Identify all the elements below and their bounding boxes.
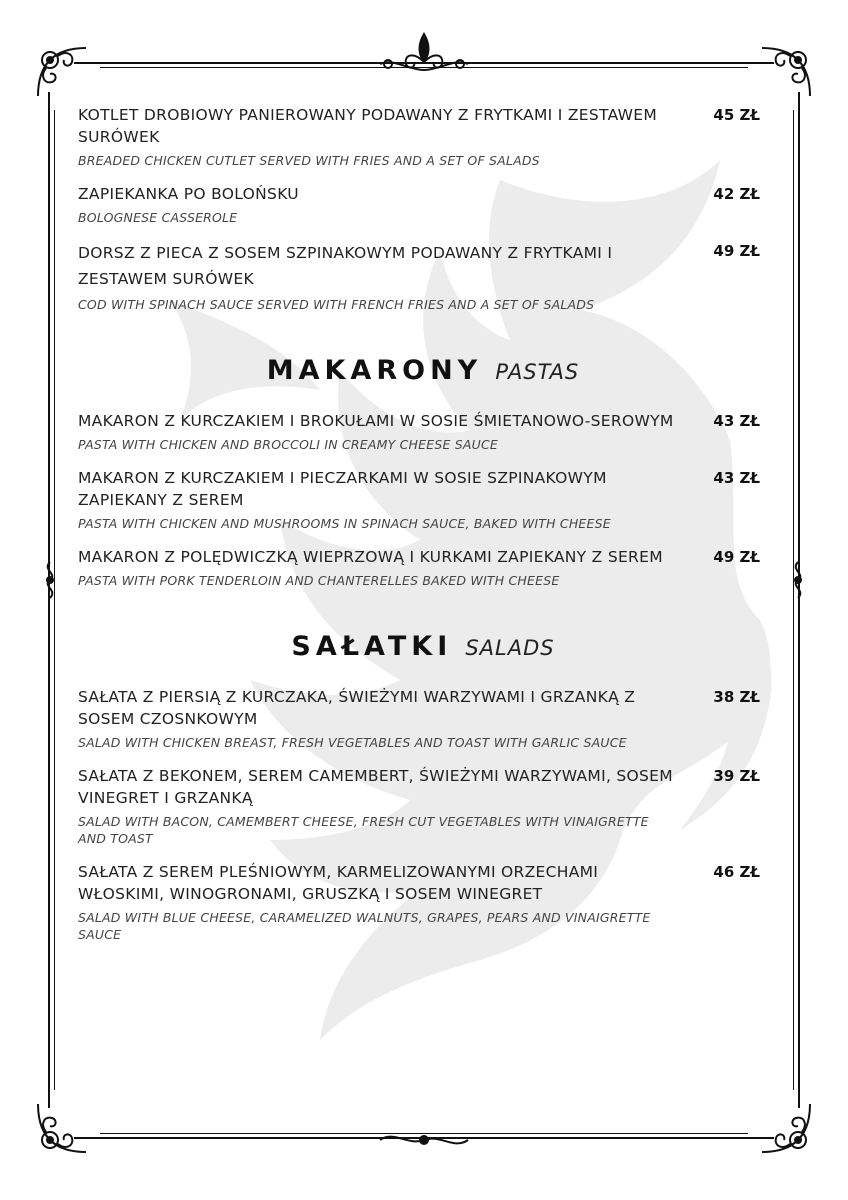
item-name: KOTLET DROBIOWY PANIEROWANY PODAWANY Z FRYTKAMI I ZESTAWEM SURÓWEK (78, 106, 658, 146)
item-name: ZAPIEKANKA PO BOLOŃSKU (78, 185, 299, 203)
item-description: PASTA WITH CHICKEN AND MUSHROOMS IN SPINACH SAUCE, BAKED WITH CHEESE (78, 516, 611, 531)
item-price: 38 ZŁ (713, 688, 760, 706)
section-title (78, 629, 768, 668)
menu-content (78, 104, 768, 957)
ornate-corner-icon (758, 1100, 814, 1156)
item-description: PASTA WITH PORK TENDERLOIN AND CHANTERELLES BAKED WITH CHEESE (78, 573, 560, 588)
menu-item (78, 240, 768, 313)
menu-item (78, 104, 768, 169)
section-pastas (78, 353, 768, 589)
item-price: 39 ZŁ (713, 767, 760, 785)
item-price: 42 ZŁ (713, 185, 760, 203)
frame-right-inner-border (793, 110, 794, 1090)
ornate-corner-icon (34, 1100, 90, 1156)
item-description: SALAD WITH CHICKEN BREAST, FRESH VEGETABLES AND TOAST WITH GARLIC SAUCE (78, 735, 627, 750)
frame-left-border (48, 92, 50, 1108)
section-title-english: SALADS (465, 636, 555, 660)
item-price: 49 ZŁ (713, 242, 760, 260)
item-price: 43 ZŁ (713, 412, 760, 430)
item-name: MAKARON Z POLĘDWICZKĄ WIEPRZOWĄ I KURKAMI ZAPIEKANY Z SEREM (78, 548, 663, 566)
item-name: SAŁATA Z SEREM PLEŚNIOWYM, KARMELIZOWANYMI ORZECHAMI WŁOSKIMI, WINOGRONAMI, GRUSZKĄ I SOSEM WINEGRET (78, 863, 599, 903)
ornate-corner-icon (758, 44, 814, 100)
item-description: BREADED CHICKEN CUTLET SERVED WITH FRIES AND A SET OF SALADS (78, 153, 540, 168)
item-price: 43 ZŁ (713, 469, 760, 487)
frame-left-inner-border (54, 110, 55, 1090)
item-name: MAKARON Z KURCZAKIEM I BROKUŁAMI W SOSIE ŚMIETANOWO-SEROWYM (78, 412, 674, 430)
section-main-dishes (78, 104, 768, 313)
section-title-polish: MAKARONY (266, 355, 483, 386)
item-name: DORSZ Z PIECA Z SOSEM SZPINAKOWYM PODAWANY Z FRYTKAMI I ZESTAWEM SURÓWEK (78, 244, 613, 288)
menu-item (78, 861, 768, 943)
item-name: SAŁATA Z BEKONEM, SEREM CAMEMBERT, ŚWIEŻYMI WARZYWAMI, SOSEM VINEGRET I GRZANKĄ (78, 767, 673, 807)
menu-item (78, 686, 768, 751)
item-description: SALAD WITH BLUE CHEESE, CARAMELIZED WALNUTS, GRAPES, PEARS AND VINAIGRETTE SAUCE (78, 910, 651, 942)
menu-item (78, 467, 768, 532)
item-description: BOLOGNESE CASSEROLE (78, 210, 238, 225)
menu-item (78, 765, 768, 847)
scroll-ornament-icon (788, 560, 808, 600)
menu-item (78, 410, 768, 453)
section-title (78, 353, 768, 392)
item-name: SAŁATA Z PIERSIĄ Z KURCZAKA, ŚWIEŻYMI WARZYWAMI I GRZANKĄ Z SOSEM CZOSNKOWYM (78, 688, 636, 728)
item-name: MAKARON Z KURCZAKIEM I PIECZARKAMI W SOSIE SZPINAKOWYM ZAPIEKANY Z SEREM (78, 469, 607, 509)
item-price: 45 ZŁ (713, 106, 760, 124)
menu-item (78, 546, 768, 589)
fleur-de-lis-ornament-icon (374, 30, 474, 80)
section-title-polish: SAŁATKI (291, 631, 453, 662)
item-description: SALAD WITH BACON, CAMEMBERT CHEESE, FRESH CUT VEGETABLES WITH VINAIGRETTE AND TOAST (78, 814, 649, 846)
item-description: PASTA WITH CHICKEN AND BROCCOLI IN CREAMY CHEESE SAUCE (78, 437, 499, 452)
frame-right-border (798, 92, 800, 1108)
menu-item (78, 183, 768, 226)
scroll-ornament-icon (374, 1120, 474, 1160)
section-salads (78, 629, 768, 943)
item-price: 49 ZŁ (713, 548, 760, 566)
item-description: COD WITH SPINACH SAUCE SERVED WITH FRENCH FRIES AND A SET OF SALADS (78, 297, 595, 312)
section-title-english: PASTAS (495, 360, 580, 384)
ornate-corner-icon (34, 44, 90, 100)
scroll-ornament-icon (40, 560, 60, 600)
item-price: 46 ZŁ (713, 863, 760, 881)
